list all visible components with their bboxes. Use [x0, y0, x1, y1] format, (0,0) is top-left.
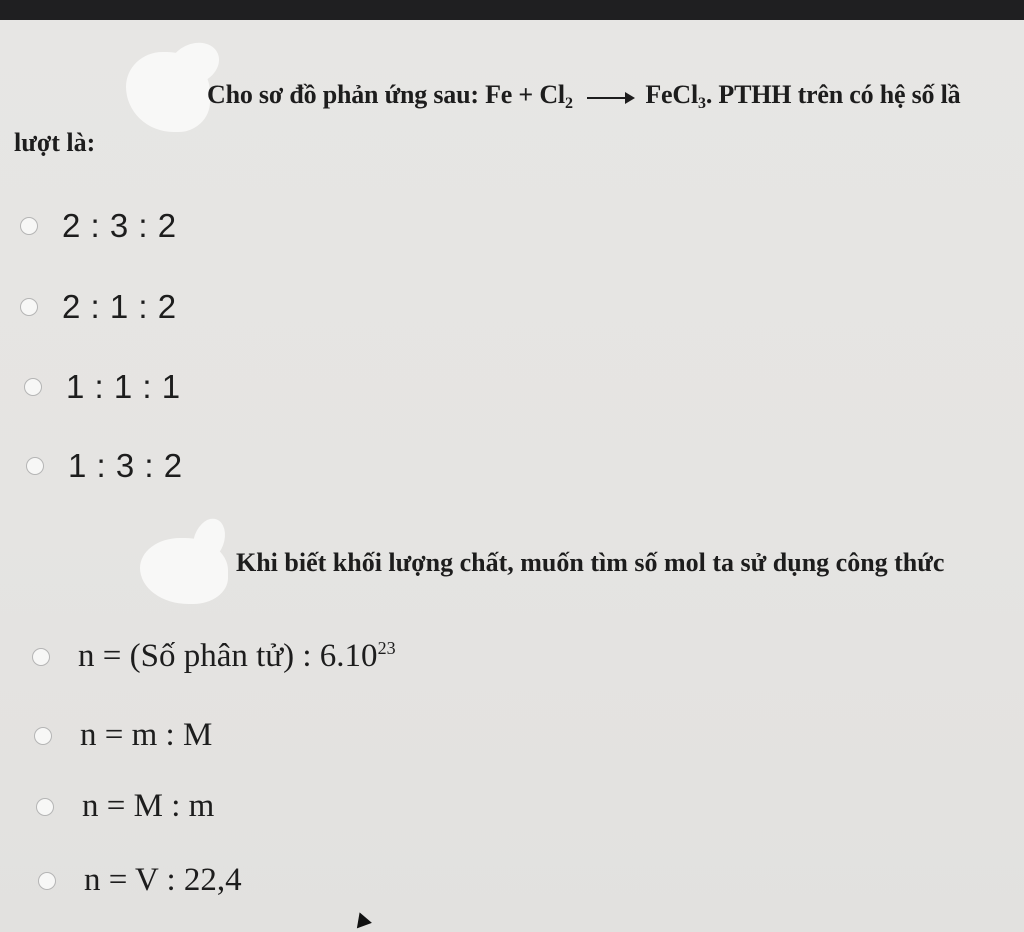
q1-option-3[interactable] — [24, 368, 181, 406]
q1-option-label: 1 : 1 : 1 — [66, 368, 181, 405]
q1-option-label: 1 : 3 : 2 — [68, 447, 183, 484]
exponent: 23 — [377, 638, 396, 658]
radio-icon[interactable] — [26, 457, 44, 475]
q2-option-label — [78, 638, 396, 675]
q2-option-label: n = m : M — [80, 717, 213, 753]
q1-option-2[interactable] — [20, 288, 177, 326]
cl-subscript: 2 — [564, 95, 573, 112]
radio-icon[interactable] — [34, 727, 52, 745]
question-1-text — [207, 80, 960, 113]
cursor-icon — [352, 910, 372, 929]
radio-icon[interactable] — [20, 298, 38, 316]
q2-option-3[interactable] — [36, 788, 214, 825]
question-2-text: Khi biết khối lượng chất, muốn tìm số mol ta sử dụng công thức — [236, 548, 945, 577]
q1-prefix: Cho sơ đồ phản ứng sau: Fe + Cl — [207, 80, 565, 109]
question-1-text-line2: lượt là: — [14, 128, 96, 157]
radio-icon[interactable] — [38, 872, 56, 890]
top-bezel — [0, 0, 1024, 20]
q2-option-4[interactable] — [38, 862, 242, 899]
radio-icon[interactable] — [24, 378, 42, 396]
radio-icon[interactable] — [36, 798, 54, 816]
q2-option-label: n = M : m — [82, 788, 215, 824]
radio-icon[interactable] — [32, 648, 50, 666]
q1-option-label: 2 : 1 : 2 — [62, 288, 177, 325]
q1-option-label: 2 : 3 : 2 — [62, 207, 177, 244]
q2-option-label: n = V : 22,4 — [84, 862, 242, 898]
fecl-subscript: 3 — [698, 95, 706, 112]
q1-option-1[interactable] — [20, 207, 177, 245]
q2-option-2[interactable] — [34, 717, 212, 754]
q1-suffix: . PTHH trên có hệ số lầ — [705, 80, 961, 109]
q2-option-1[interactable] — [32, 638, 396, 675]
arrow-icon — [587, 87, 635, 107]
q1-option-4[interactable] — [26, 447, 183, 485]
fecl-text: FeCl — [645, 80, 698, 109]
q2-option-main: n = (Số phân tử) : 6.10 — [78, 638, 378, 674]
radio-icon[interactable] — [20, 217, 38, 235]
